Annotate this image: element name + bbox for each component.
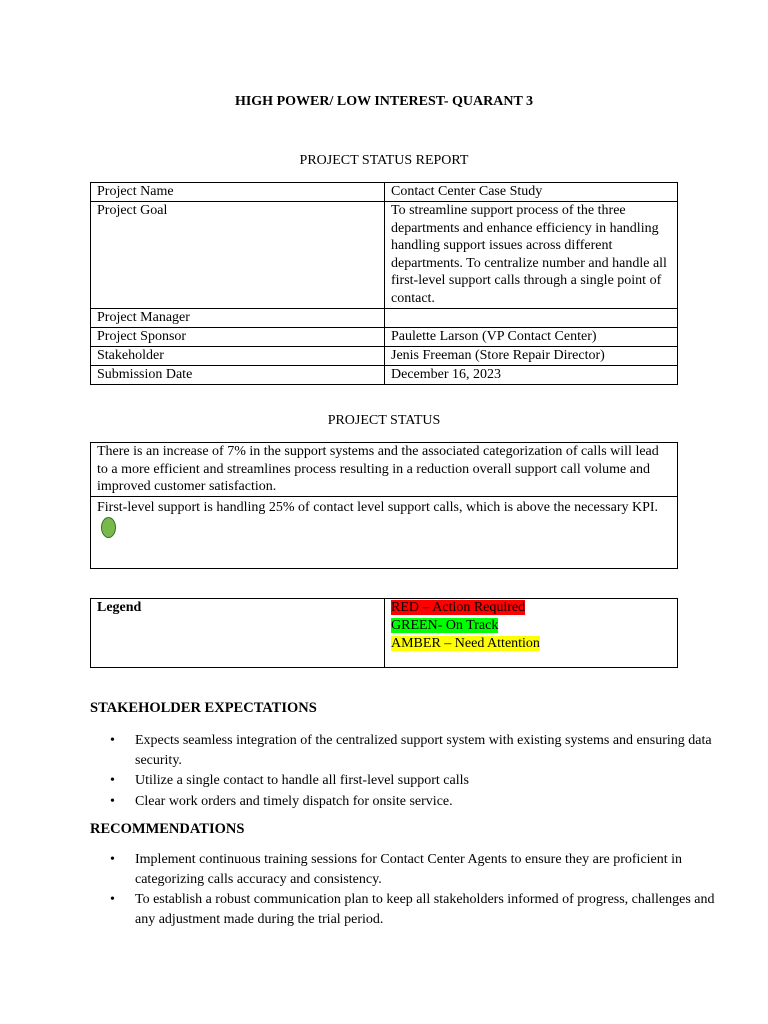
table-row xyxy=(91,202,678,309)
status-summary: There is an increase of 7% in the support systems and the associated categorization of calls will lead to a more efficient and streamlines process resulting in a reduction overall support call volume and improved customer satisfaction. xyxy=(91,443,678,497)
legend-red: RED – Action Required xyxy=(391,600,526,615)
row-value: December 16, 2023 xyxy=(385,365,678,384)
list-item: • To establish a robust communication plan to keep all stakeholders informed of progress, challenges and any adjustment made during the trial period. xyxy=(135,890,735,929)
list-item: • Utilize a single contact to handle all first-level support calls xyxy=(135,771,735,791)
row-label: Project Manager xyxy=(91,308,385,327)
document-heading: HIGH POWER/ LOW INTEREST- QUARANT 3 xyxy=(234,94,534,109)
list-item: • Expects seamless integration of the centralized support system with existing systems and ensuring data security. xyxy=(135,731,735,770)
row-value: To streamline support process of the three departments and enhance efficiency in handling handling support issues across different departments. To centralize number and handle all first-level support calls through a single point of contact. xyxy=(385,202,678,309)
legend-table xyxy=(90,598,678,668)
stakeholder-expectations-heading: STAKEHOLDER EXPECTATIONS xyxy=(90,700,317,716)
table-row xyxy=(91,496,678,568)
green-status-indicator-icon xyxy=(101,517,116,538)
table-row xyxy=(91,327,678,346)
report-title: PROJECT STATUS REPORT xyxy=(299,153,469,168)
status-kpi-cell xyxy=(91,496,678,568)
row-label: Stakeholder xyxy=(91,346,385,365)
table-row xyxy=(91,443,678,497)
status-title: PROJECT STATUS xyxy=(327,413,441,428)
row-label: Submission Date xyxy=(91,365,385,384)
row-value: Contact Center Case Study xyxy=(385,183,678,202)
legend-label: Legend xyxy=(91,599,385,668)
table-row xyxy=(91,346,678,365)
list-item: • Clear work orders and timely dispatch for onsite service. xyxy=(135,792,735,812)
stakeholder-expectations-list xyxy=(90,731,735,812)
row-value: Jenis Freeman (Store Repair Director) xyxy=(385,346,678,365)
row-value xyxy=(385,308,678,327)
recommendations-list xyxy=(90,850,735,930)
table-row xyxy=(91,308,678,327)
legend-amber: AMBER – Need Attention xyxy=(391,636,540,651)
list-item: • Implement continuous training sessions for Contact Center Agents to ensure they are proficient in categorizing calls accuracy and consistency. xyxy=(135,850,735,889)
row-label: Project Goal xyxy=(91,202,385,309)
row-label: Project Sponsor xyxy=(91,327,385,346)
project-info-table xyxy=(90,182,678,385)
table-row xyxy=(91,365,678,384)
status-kpi-text: First-level support is handling 25% of contact level support calls, which is above the necessary KPI. xyxy=(97,499,659,515)
legend-green: GREEN- On Track xyxy=(391,618,499,633)
table-row xyxy=(91,183,678,202)
row-value: Paulette Larson (VP Contact Center) xyxy=(385,327,678,346)
table-row xyxy=(91,599,678,668)
project-status-table xyxy=(90,442,678,569)
recommendations-heading: RECOMMENDATIONS xyxy=(90,821,245,837)
row-label: Project Name xyxy=(91,183,385,202)
legend-items xyxy=(385,599,678,668)
